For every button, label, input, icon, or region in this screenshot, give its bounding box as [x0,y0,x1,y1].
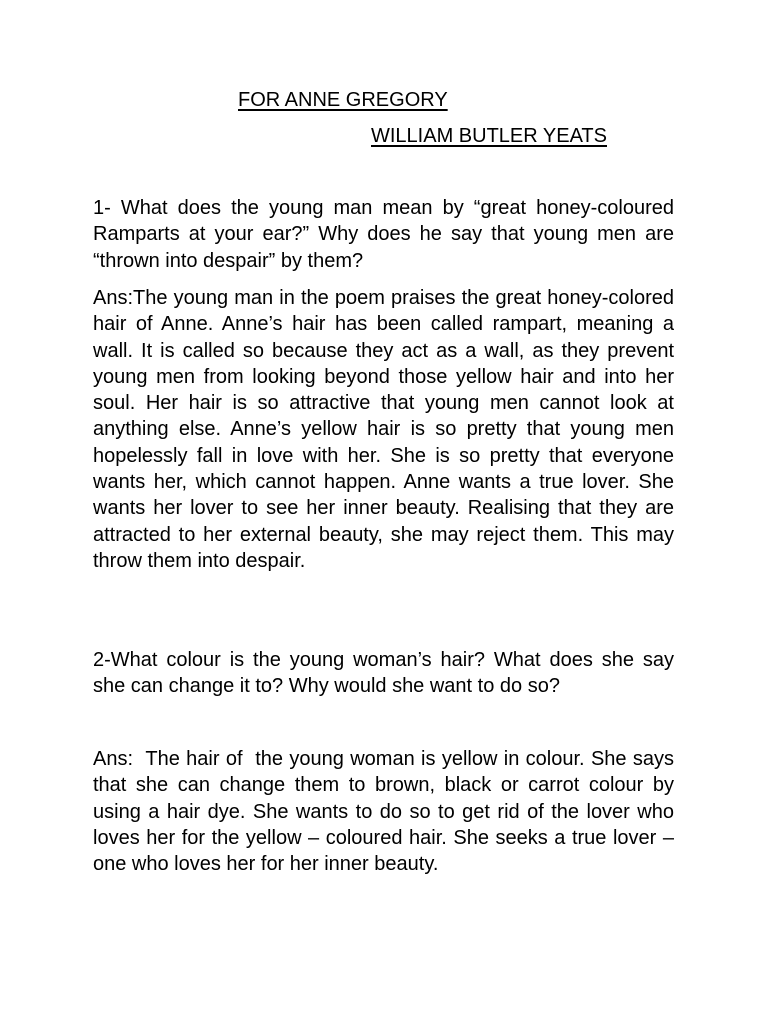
poem-title: FOR ANNE GREGORY [238,89,448,111]
answer-1: Ans:The young man in the poem praises the great honey-colored hair of Anne. Anne’s hair has been called rampart, meaning a wall. It is called so because they act as a wall, as they prevent young men from looking beyond those yellow hair and into her soul. Her hair is so attractive that young men cannot look at anything else. Anne’s yellow hair is so pretty that young men hopelessly fall in love with her. She is so pretty that everyone wants her, which cannot happen. Anne wants a true lover. She wants her lover to see her inner beauty. Realising that they are attracted to her external beauty, she may reject them. This may throw them into despair. [93,287,674,572]
question-2: 2-What colour is the young woman’s hair? What does she say she can change it to? Why would she want to do so? [93,649,674,698]
question-1: 1- What does the young man mean by “great honey-coloured Ramparts at your ear?” Why does he say that young men are “thrown into despair” by them? [93,197,674,272]
poem-author: WILLIAM BUTLER YEATS [371,125,607,147]
answer-2: Ans: The hair of the young woman is yellow in colour. She says that she can change them to brown, black or carrot colour by using a hair dye. She wants to do so to get rid of the lover who loves her for the yellow – coloured hair. She seeks a true lover – one who loves her for her inner beauty. [93,748,680,876]
